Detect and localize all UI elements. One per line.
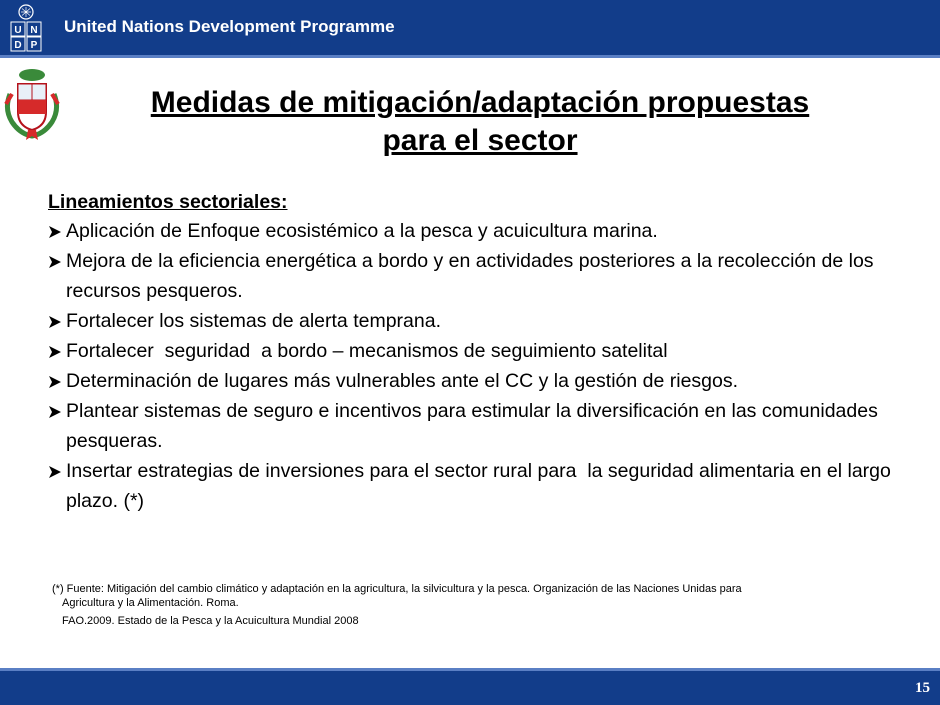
logo-letter-d: D: [14, 40, 22, 51]
footnote-line-1-cont: Agricultura y la Alimentación. Roma.: [62, 597, 239, 609]
bullet-text: Determinación de lugares más vulnerables ante el CC y la gestión de riesgos.: [66, 370, 739, 392]
logo-letter-n: N: [30, 25, 38, 36]
subheading: Lineamientos sectoriales:: [48, 191, 288, 213]
list-item: [48, 246, 898, 306]
arrow-bullet-icon: [48, 375, 62, 389]
arrow-bullet-icon: [48, 345, 62, 359]
footnote: [52, 582, 892, 628]
bullet-list: [48, 216, 898, 516]
header-rule: [0, 55, 940, 58]
footer-rule: [0, 668, 940, 671]
bullet-text: Mejora de la eficiencia energética a bordo y en actividades posteriores a la recolección de los recursos pesqueros.: [66, 250, 874, 302]
header-bar: [0, 0, 940, 58]
bullet-text: Fortalecer los sistemas de alerta temprana.: [66, 310, 441, 332]
arrow-bullet-icon: [48, 405, 62, 419]
arrow-bullet-icon: [48, 255, 62, 269]
footnote-line-1: (*) Fuente: Mitigación del cambio climático y adaptación en la agricultura, la silvicultura y la pesca. Organización de las Naciones Unidas para: [52, 583, 742, 595]
list-item: [48, 306, 898, 336]
subheading-text: Lineamientos sectoriales: [48, 191, 282, 213]
bullet-text: Plantear sistemas de seguro e incentivos para estimular la diversificación en las comunidades pesqueras.: [66, 400, 878, 452]
page-number: 15: [915, 680, 930, 696]
footnote-line-2: FAO.2009. Estado de la Pesca y la Acuicultura Mundial 2008: [62, 615, 359, 627]
list-item: [48, 216, 898, 246]
list-item: [48, 336, 898, 366]
bullet-text: Insertar estrategias de inversiones para el sector rural para la seguridad alimentaria en el largo plazo. (*): [66, 460, 897, 512]
undp-logo-icon: [8, 3, 44, 53]
footnote-source: [52, 582, 892, 610]
list-item: [48, 366, 898, 396]
list-item: [48, 456, 898, 516]
arrow-bullet-icon: [48, 465, 62, 479]
org-name: United Nations Development Programme: [64, 17, 395, 36]
slide-title: [100, 84, 860, 160]
peru-coat-of-arms-icon: [2, 64, 62, 144]
bullet-text: Fortalecer seguridad a bordo – mecanismos de seguimiento satelital: [66, 340, 668, 362]
arrow-bullet-icon: [48, 315, 62, 329]
list-item: [48, 396, 898, 456]
arrow-bullet-icon: [48, 225, 62, 239]
title-line-1: Medidas de mitigación/adaptación propuestas: [150, 86, 810, 119]
logo-letter-u: U: [14, 25, 22, 36]
footer-bar: [0, 668, 940, 705]
bullet-text: Aplicación de Enfoque ecosistémico a la pesca y acuicultura marina.: [66, 220, 658, 242]
title-line-2: para el sector: [382, 124, 578, 157]
slide-content: [48, 188, 898, 516]
logo-letter-p: P: [30, 40, 38, 51]
